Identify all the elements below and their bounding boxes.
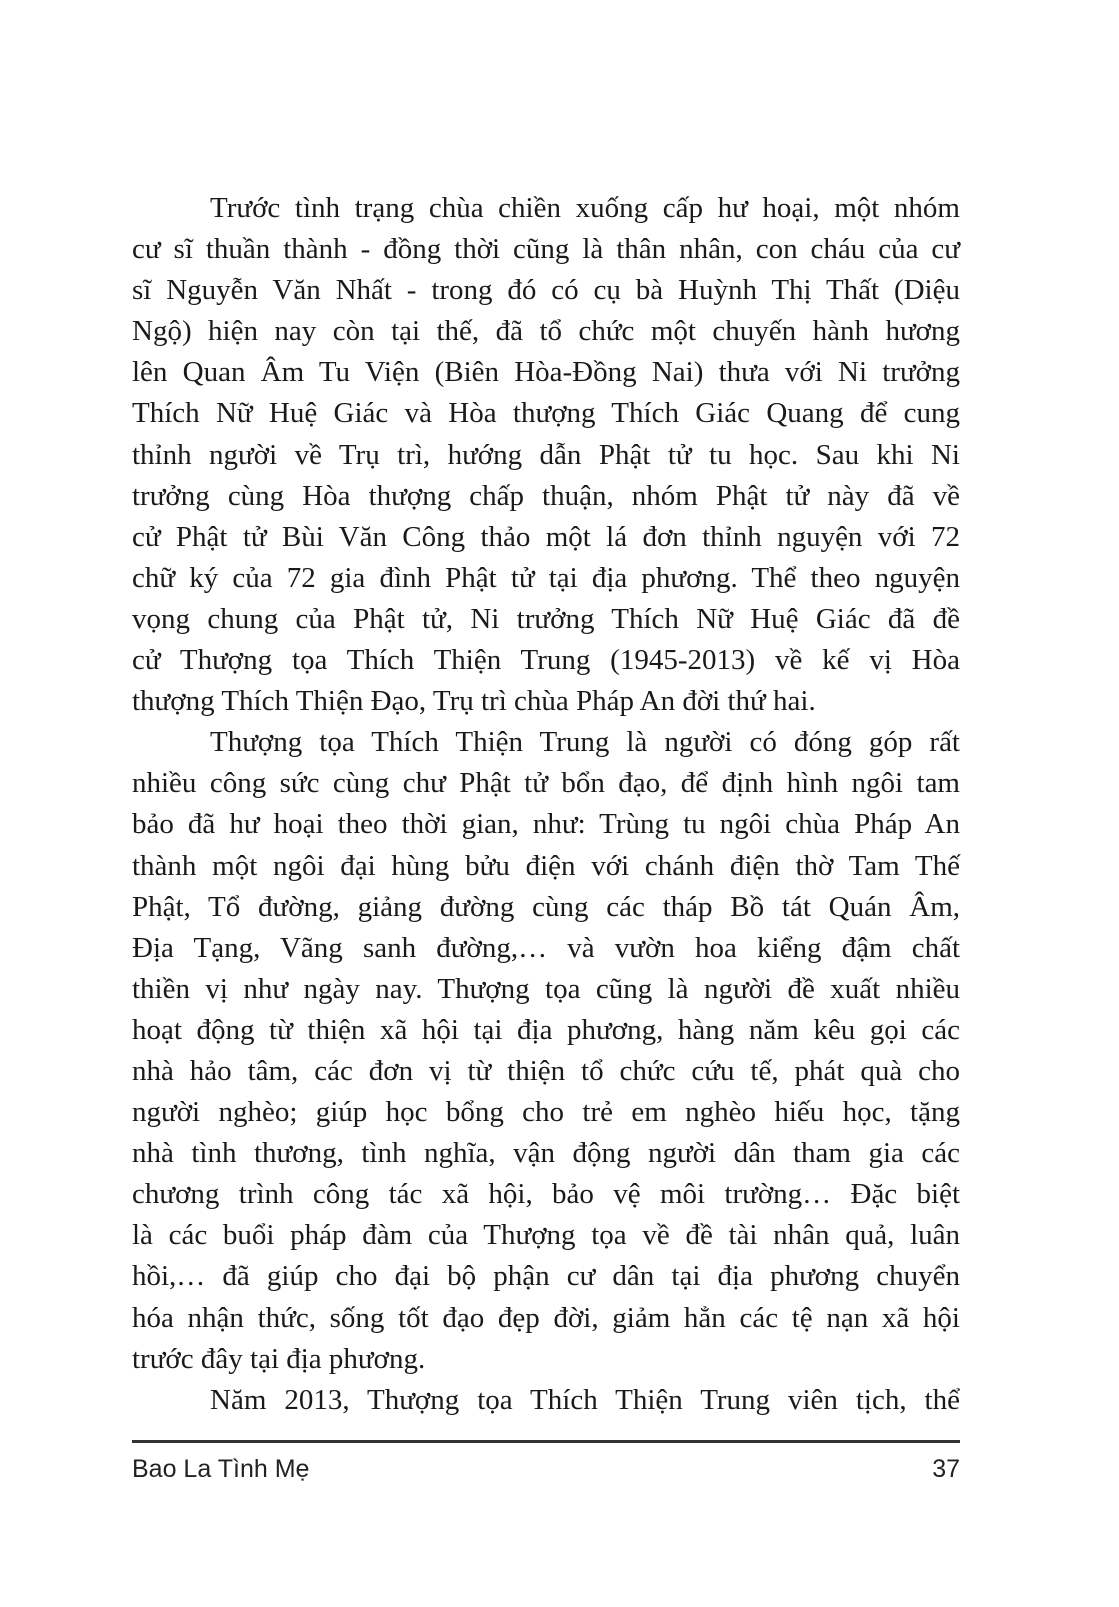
text-line: là các buổi pháp đàm của Thượng tọa về đề tài nhân quả, luân (132, 1219, 960, 1252)
text-line: hoạt động từ thiện xã hội tại địa phương, hàng năm kêu gọi các (132, 1013, 960, 1046)
text-line: thỉnh người về Trụ trì, hướng dẫn Phật tử tu học. Sau khi Ni (132, 438, 960, 471)
text-line: cư sĩ thuần thành - đồng thời cũng là thân nhân, con cháu của cư (132, 233, 960, 266)
text-line: thượng Thích Thiện Đạo, Trụ trì chùa Pháp An đời thứ hai. (132, 685, 816, 718)
text-line: trước đây tại địa phương. (132, 1342, 426, 1375)
text-line: lên Quan Âm Tu Viện (Biên Hòa-Đồng Nai) thưa với Ni trưởng (132, 356, 960, 389)
text-line: người nghèo; giúp học bổng cho trẻ em nghèo hiếu học, tặng (132, 1096, 960, 1129)
text-line: Thượng tọa Thích Thiện Trung là người có đóng góp rất (210, 726, 960, 759)
body-text (132, 188, 960, 1421)
text-line: Địa Tạng, Vãng sanh đường,… và vườn hoa kiểng đậm chất (132, 931, 960, 964)
text-line: hóa nhận thức, sống tốt đạo đẹp đời, giảm hẳn các tệ nạn xã hội (132, 1301, 960, 1334)
text-line: trưởng cùng Hòa thượng chấp thuận, nhóm Phật tử này đã về (132, 479, 960, 512)
text-line: Trước tình trạng chùa chiền xuống cấp hư hoại, một nhóm (210, 192, 960, 224)
paragraph-3 (132, 1380, 960, 1421)
text-line: chương trình công tác xã hội, bảo vệ môi trường… Đặc biệt (132, 1178, 960, 1211)
text-line: bảo đã hư hoại theo thời gian, như: Trùng tu ngôi chùa Pháp An (132, 808, 960, 841)
text-line: Thích Nữ Huệ Giác và Hòa thượng Thích Giác Quang để cung (132, 397, 960, 430)
text-line: sĩ Nguyễn Văn Nhất - trong đó có cụ bà Huỳnh Thị Thất (Diệu (132, 274, 960, 307)
text-line: nhà tình thương, tình nghĩa, vận động người dân tham gia các (132, 1137, 960, 1170)
text-line: Ngộ) hiện nay còn tại thế, đã tổ chức một chuyến hành hương (132, 315, 960, 348)
text-line: Phật, Tổ đường, giảng đường cùng các tháp Bồ tát Quán Âm, (132, 890, 960, 923)
footer-divider (132, 1440, 960, 1443)
book-title: Bao La Tình Mẹ (132, 1455, 310, 1483)
text-line: nhiều công sức cùng chư Phật tử bổn đạo, để định hình ngôi tam (132, 767, 960, 800)
text-line: nhà hảo tâm, các đơn vị từ thiện tổ chức cứu tế, phát quà cho (132, 1054, 960, 1087)
paragraph-1 (132, 188, 960, 722)
text-line: hồi,… đã giúp cho đại bộ phận cư dân tại địa phương chuyển (132, 1260, 960, 1293)
text-line: thiền vị như ngày nay. Thượng tọa cũng là người đề xuất nhiều (132, 972, 960, 1005)
text-line: cử Thượng tọa Thích Thiện Trung (1945-2013) về kế vị Hòa (132, 644, 960, 677)
text-line: thành một ngôi đại hùng bửu điện với chánh điện thờ Tam Thế (132, 849, 960, 882)
paragraph-2 (132, 722, 960, 1380)
page-footer (132, 1452, 960, 1486)
text-line: cử Phật tử Bùi Văn Công thảo một lá đơn thỉnh nguyện với 72 (132, 520, 960, 553)
text-line: vọng chung của Phật tử, Ni trưởng Thích Nữ Huệ Giác đã đề (132, 602, 960, 635)
text-line: chữ ký của 72 gia đình Phật tử tại địa phương. Thể theo nguyện (132, 561, 960, 594)
text-line: Năm 2013, Thượng tọa Thích Thiện Trung viên tịch, thể (210, 1383, 960, 1416)
page-number: 37 (932, 1455, 960, 1483)
